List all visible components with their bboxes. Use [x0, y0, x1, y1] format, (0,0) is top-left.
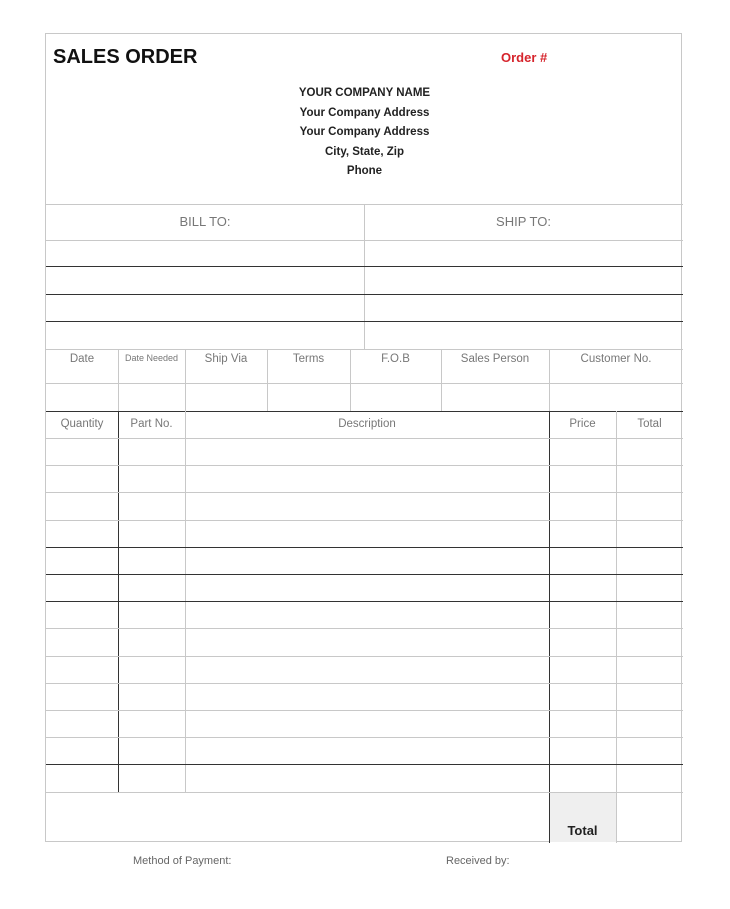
customer-no-label: Customer No.	[580, 353, 652, 365]
table-row	[46, 466, 683, 492]
price-cell[interactable]	[550, 493, 616, 519]
part-no-cell[interactable]	[119, 439, 185, 465]
quantity-cell[interactable]	[46, 466, 118, 492]
company-phone: Phone	[346, 165, 383, 177]
description-cell[interactable]	[186, 548, 549, 574]
fob-field[interactable]	[351, 384, 441, 411]
company-address-1: Your Company Address	[299, 106, 430, 119]
line-total-cell[interactable]	[617, 493, 683, 519]
quantity-cell[interactable]	[46, 575, 118, 601]
quantity-cell[interactable]	[46, 657, 118, 683]
table-row	[46, 548, 683, 574]
description-cell[interactable]	[186, 439, 549, 465]
ship-via-field[interactable]	[186, 384, 267, 411]
table-row	[46, 711, 683, 737]
quantity-cell[interactable]	[46, 711, 118, 737]
description-header: Description	[338, 418, 396, 430]
description-cell[interactable]	[186, 765, 549, 791]
line-total-cell[interactable]	[617, 548, 683, 574]
grand-total-label: Total	[567, 823, 598, 838]
sales-person-label: Sales Person	[460, 353, 530, 365]
part-no-cell[interactable]	[119, 521, 185, 547]
table-row	[46, 439, 683, 465]
quantity-cell[interactable]	[46, 738, 118, 764]
quantity-cell[interactable]	[46, 765, 118, 791]
line-total-cell[interactable]	[617, 602, 683, 628]
part-no-cell[interactable]	[119, 738, 185, 764]
price-cell[interactable]	[550, 466, 616, 492]
divider	[46, 349, 683, 350]
price-cell[interactable]	[550, 575, 616, 601]
bill-to-field[interactable]	[46, 241, 364, 350]
company-address-2: Your Company Address	[299, 126, 430, 138]
date-field[interactable]	[46, 384, 118, 411]
ship-to-field[interactable]	[365, 241, 683, 350]
order-number-label: Order #	[501, 50, 548, 65]
description-cell[interactable]	[186, 684, 549, 710]
description-cell[interactable]	[186, 711, 549, 737]
quantity-cell[interactable]	[46, 629, 118, 655]
price-cell[interactable]	[550, 629, 616, 655]
part-no-cell[interactable]	[119, 466, 185, 492]
table-row	[46, 738, 683, 764]
table-row	[46, 493, 683, 519]
quantity-cell[interactable]	[46, 548, 118, 574]
line-total-cell[interactable]	[617, 657, 683, 683]
price-cell[interactable]	[550, 711, 616, 737]
quantity-cell[interactable]	[46, 493, 118, 519]
line-total-cell[interactable]	[617, 466, 683, 492]
part-no-cell[interactable]	[119, 711, 185, 737]
line-total-cell[interactable]	[617, 765, 683, 791]
description-cell[interactable]	[186, 521, 549, 547]
total-header: Total	[637, 418, 662, 430]
table-row	[46, 629, 683, 655]
line-total-cell[interactable]	[617, 711, 683, 737]
price-cell[interactable]	[550, 765, 616, 791]
quantity-header: Quantity	[60, 418, 104, 430]
table-row	[46, 657, 683, 683]
document-title: SALES ORDER	[53, 46, 198, 68]
part-no-cell[interactable]	[119, 684, 185, 710]
table-row	[46, 765, 683, 791]
part-no-header: Part No.	[130, 418, 173, 430]
price-cell[interactable]	[550, 439, 616, 465]
description-cell[interactable]	[186, 493, 549, 519]
part-no-cell[interactable]	[119, 548, 185, 574]
part-no-cell[interactable]	[119, 657, 185, 683]
line-total-cell[interactable]	[617, 575, 683, 601]
received-by-label: Received by:	[446, 855, 510, 867]
bill-to-label: BILL TO:	[179, 214, 231, 229]
part-no-cell[interactable]	[119, 493, 185, 519]
quantity-cell[interactable]	[46, 602, 118, 628]
line-total-cell[interactable]	[617, 684, 683, 710]
date-needed-label: Date Needed	[124, 353, 179, 363]
price-cell[interactable]	[550, 684, 616, 710]
line-total-cell[interactable]	[617, 738, 683, 764]
price-cell[interactable]	[550, 738, 616, 764]
price-cell[interactable]	[550, 657, 616, 683]
table-row	[46, 602, 683, 628]
price-cell[interactable]	[550, 602, 616, 628]
ship-via-label: Ship Via	[204, 353, 248, 365]
method-of-payment-label: Method of Payment:	[133, 855, 232, 867]
company-name: YOUR COMPANY NAME	[298, 87, 431, 99]
line-total-cell[interactable]	[617, 629, 683, 655]
sales-order-form	[45, 33, 682, 842]
sales-person-field[interactable]	[442, 384, 549, 411]
quantity-cell[interactable]	[46, 439, 118, 465]
part-no-cell[interactable]	[119, 629, 185, 655]
line-total-cell[interactable]	[617, 521, 683, 547]
grand-total-field[interactable]	[617, 793, 683, 842]
customer-no-field[interactable]	[550, 384, 683, 411]
part-no-cell[interactable]	[119, 575, 185, 601]
divider	[46, 411, 683, 412]
part-no-cell[interactable]	[119, 602, 185, 628]
description-cell[interactable]	[186, 575, 549, 601]
part-no-cell[interactable]	[119, 765, 185, 791]
quantity-cell[interactable]	[46, 521, 118, 547]
table-row	[46, 521, 683, 547]
description-cell[interactable]	[186, 602, 549, 628]
table-row	[46, 575, 683, 601]
line-total-cell[interactable]	[617, 439, 683, 465]
description-cell[interactable]	[186, 466, 549, 492]
company-city-state-zip: City, State, Zip	[324, 145, 405, 158]
ship-to-label: SHIP TO:	[496, 214, 551, 229]
price-header: Price	[569, 418, 596, 430]
price-cell[interactable]	[550, 548, 616, 574]
terms-label: Terms	[292, 353, 325, 365]
description-cell[interactable]	[186, 657, 549, 683]
fob-label: F.O.B	[381, 353, 410, 365]
description-cell[interactable]	[186, 738, 549, 764]
date-label: Date	[69, 353, 95, 365]
description-cell[interactable]	[186, 629, 549, 655]
terms-field[interactable]	[268, 384, 350, 411]
table-row	[46, 684, 683, 710]
company-info	[46, 84, 683, 182]
quantity-cell[interactable]	[46, 684, 118, 710]
date-needed-field[interactable]	[119, 384, 185, 411]
price-cell[interactable]	[550, 521, 616, 547]
